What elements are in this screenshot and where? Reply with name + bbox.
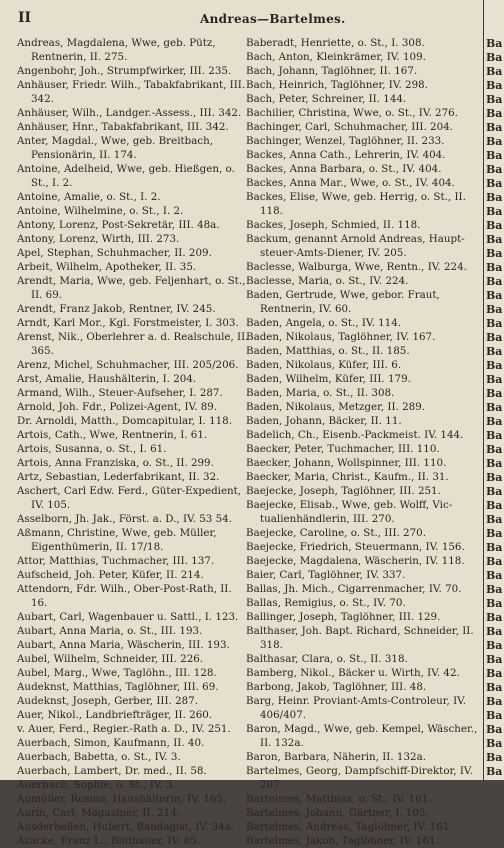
directory-entry: Bartelmes, Johann, Gärtner, I. 105. [246,807,429,819]
adjacent-page-fragment: Ba [486,401,503,414]
adjacent-page-fragment: Ba [486,233,503,246]
directory-entry: Baclesse, Walburga, Wwe, Rentn., IV. 224. [246,261,467,273]
directory-entry: Aubart, Anna Maria, o. St., III. 193. [17,625,203,637]
page-number: II [18,10,32,26]
adjacent-page-fragment: Ba [486,359,503,372]
adjacent-page-fragment: Ba [486,317,503,330]
directory-entry: Arendt, Franz Jakob, Rentner, IV. 245. [17,303,216,315]
adjacent-page-fragment: Ba [486,695,503,708]
directory-entry: Badelich, Ch., Eisenb.-Packmeist. IV. 144. [246,429,464,441]
directory-entry: Bachinger, Wenzel, Taglöhner, II. 233. [246,135,445,147]
page-header [0,0,492,34]
directory-entry: Attor, Matthias, Tuchmacher, III. 137. [17,555,215,567]
directory-entry: Bach, Anton, Kleinkrämer, IV. 109. [246,51,426,63]
directory-entry: Arbeit, Wilhelm, Apotheker, II. 35. [17,261,197,273]
adjacent-page-fragment: Ba [486,373,503,386]
directory-entry: Baejecke, Elisab., Wwe, geb. Wolff, Vic-tualienhändlerin, III. 270. [246,499,453,525]
directory-entry: Bachilier, Christina, Wwe, o. St., IV. 276. [246,107,458,119]
adjacent-page-fragment: Ba [486,65,503,78]
directory-entry: Baejecke, Joseph, Taglöhner, III. 251. [246,485,441,497]
directory-entry: Bartelmes, Andreas, Taglöhner, IV. 161. [246,821,453,833]
adjacent-page-fragment: Ba [486,429,503,442]
directory-entry: Aumüller, Rosina, Haushälterin, IV. 165. [17,793,227,805]
directory-entry: Arenz, Michel, Schuhmacher, III. 205/206. [17,359,239,371]
directory-entry: Bamberg, Nikol., Bäcker u. Wirth, IV. 42. [246,667,460,679]
directory-entry: Artois, Susanna, o. St., I. 61. [17,443,167,455]
adjacent-page-fragment: Ba [486,443,503,456]
adjacent-page-fragment: Ba [486,513,503,526]
directory-entry: Baron, Magd., Wwe, geb. Kempel, Wäscher., II. 132a. [246,723,478,749]
adjacent-page-fragment: Ba [486,289,503,302]
adjacent-page-fragment: Ba [486,261,503,274]
directory-entry: Auerbach, Babetta, o. St., IV. 3. [17,751,181,763]
directory-entry: Backes, Elise, Wwe, geb. Herrig, o. St., II. 118. [246,191,466,217]
adjacent-page-fragment: Ba [486,765,503,778]
left-column [17,36,250,848]
adjacent-page-fragment: Ba [486,163,503,176]
directory-entry: Barbong, Jakob, Taglöhner, III. 48. [246,681,427,693]
directory-entry: Apel, Stephan, Schuhmacher, II. 209. [17,247,212,259]
adjacent-page-fragment: Ba [486,723,503,736]
directory-entry: Aurin, Carl, Magaziner, II. 214. [17,807,181,819]
directory-entry: Aßmann, Christine, Wwe, geb. Müller, Eigenthümerin, II. 17/18. [17,527,217,553]
adjacent-page-fragment: Ba [486,485,503,498]
adjacent-page-fragment: Ba [486,555,503,568]
directory-entry: Audeknst, Joseph, Gerber, III. 287. [17,695,199,707]
adjacent-page-fragment: Ba [486,219,503,232]
directory-entry: Baclesse, Maria, o. St., IV. 224. [246,275,409,287]
adjacent-page-fragment: Ba [486,191,503,204]
directory-entry: Baden, Maria, o. St., II. 308. [246,387,395,399]
adjacent-page-fragment: Ba [486,93,503,106]
directory-entry: Ballas, Jh. Mich., Cigarrenmacher, IV. 70. [246,583,462,595]
directory-entry: Baden, Johann, Bäcker, II. 11. [246,415,402,427]
directory-entry: Backes, Joseph, Schmied, II. 118. [246,219,421,231]
adjacent-page-fragment: Ba [486,737,503,750]
adjacent-page-fragment: Ba [486,457,503,470]
directory-entry: Baden, Wilhelm, Küfer, III. 179. [246,373,411,385]
directory-entry: Baier, Carl, Taglöhner, IV. 337. [246,569,406,581]
adjacent-page-fragment: Ba [486,37,503,50]
adjacent-page-fragment: Ba [486,611,503,624]
directory-entry: Backes, Anna Cath., Lehrerin, IV. 404. [246,149,446,161]
adjacent-page-fragment: Ba [486,107,503,120]
directory-entry: Bachinger, Carl, Schuhmacher, III. 204. [246,121,453,133]
directory-entry: Arst, Amalie, Haushälterin, I. 204. [17,373,197,385]
directory-entry: Antony, Lorenz, Post-Sekretär, III. 48a. [17,219,220,231]
directory-entry: Backes, Anna Barbara, o. St., IV. 404. [246,163,442,175]
directory-entry: Andreas, Magdalena, Wwe, geb. Pütz, Rentnerin, II. 275. [17,37,216,63]
directory-entry: Baden, Matthias, o. St., II. 185. [246,345,410,357]
directory-entry: Auerbach, Lambert, Dr. med., II. 58. [17,765,207,777]
directory-entry: Bartelmes, Georg, Dampfschiff-Direktor, IV. 207. [246,765,473,791]
directory-entry: Baden, Angela, o. St., IV. 114. [246,317,402,329]
directory-entry: Baejecke, Magdalena, Wäscherin, IV. 118. [246,555,465,567]
adjacent-page-fragment: Ba [486,149,503,162]
directory-entry: Ballas, Remigius, o. St., IV. 70. [246,597,406,609]
adjacent-page-fragment: Ba [486,569,503,582]
directory-entry: Balthaser, Joh. Bapt. Richard, Schneider, II. 318. [246,625,474,651]
directory-entry: Auer, Nikol., Landbriefträger, II. 260. [17,709,213,721]
directory-entry: Bach, Peter, Schreiner, II. 144. [246,93,407,105]
directory-entry: Artois, Cath., Wwe, Rentnerin, I. 61. [17,429,208,441]
directory-entry: Artz, Sebastian, Lederfabrikant, II. 32. [17,471,220,483]
directory-entry: Aubel, Marg., Wwe, Taglöhn., III. 128. [17,667,217,679]
adjacent-page-fragments [484,37,502,779]
directory-entry: Ausderhellen, Hubert, Bandagist, IV. 34a. [17,821,235,833]
directory-entry: Aubart, Carl, Wagenbauer u. Sattl., I. 123. [17,611,239,623]
directory-entry: Baecker, Maria, Christ., Kaufm., II. 31. [246,471,449,483]
directory-entry: Balthasar, Clara, o. St., II. 318. [246,653,408,665]
directory-entry: Anter, Magdal., Wwe, geb. Breitbach, Pensionärin, II. 174. [17,135,214,161]
directory-entry: Backum, genannt Arnold Andreas, Haupt-steuer-Amts-Diener, IV. 205. [246,233,465,259]
adjacent-page-fragment: Ba [486,681,503,694]
adjacent-page-fragment: Ba [486,121,503,134]
directory-entry: Bach, Johann, Taglöhner, II. 167. [246,65,418,77]
adjacent-page-fragment: Ba [486,345,503,358]
directory-entry: Backes, Anna Mar., Wwe, o. St., IV. 404. [246,177,455,189]
adjacent-page-fragment: Ba [486,527,503,540]
directory-entry: Baden, Nikolaus, Küfer, III. 6. [246,359,402,371]
directory-entry: Ballinger, Joseph, Taglöhner, III. 129. [246,611,441,623]
directory-entry: Arenst, Nik., Oberlehrer a. d. Realschule, II. 365. [17,331,249,357]
adjacent-page-fragment: Ba [486,653,503,666]
directory-entry: Baberadt, Henriette, o. St., I. 308. [246,37,425,49]
directory-entry: Arendt, Maria, Wwe, geb. Feljenhart, o. St., II. 69. [17,275,246,301]
adjacent-page-fragment: Ba [486,667,503,680]
directory-entry: Aubel, Wilhelm, Schneider, III. 226. [17,653,204,665]
directory-entry: Bartelmes, Jakob, Taglöhner, IV. 161. [246,835,439,847]
running-head: Andreas—Bartelmes. [200,12,346,26]
adjacent-page-edge [483,0,504,780]
adjacent-page-fragment: Ba [486,303,503,316]
directory-entry: Baden, Gertrude, Wwe, gebor. Fraut, Rentnerin, IV. 60. [246,289,440,315]
directory-entry: Baecker, Johann, Wollspinner, III. 110. [246,457,447,469]
directory-entry: Aufscheid, Joh. Peter, Küfer, II. 214. [17,569,204,581]
adjacent-page-fragment: Ba [486,387,503,400]
directory-entry: Attendorn, Fdr. Wilh., Ober-Post-Rath, II. 16. [17,583,232,609]
adjacent-page-fragment: Ba [486,625,503,638]
directory-entry: Auerbach, Sophie, o. St., IV. 3. [17,779,176,791]
right-column [246,36,486,848]
adjacent-page-fragment: Ba [486,541,503,554]
directory-entry: Artois, Anna Franziska, o. St., II. 299. [17,457,214,469]
directory-entry: Asselborn, Jh. Jak., Först. a. D., IV. 53 54. [17,513,232,525]
directory-entry: Angenbohr, Joh., Strumpfwirker, III. 235. [17,65,232,77]
adjacent-page-fragment: Ba [486,499,503,512]
directory-entry: Aschert, Carl Edw. Ferd., Güter-Expedient, IV. 105. [17,485,242,511]
directory-entry: Bach, Heinrich, Taglöhner, IV. 298. [246,79,428,91]
directory-entry: Barg, Heinr. Proviant-Amts-Controleur, IV. 406/407. [246,695,467,721]
adjacent-page-fragment: Ba [486,331,503,344]
adjacent-page-fragment: Ba [486,247,503,260]
directory-entry: Dr. Arnoldi, Matth., Domcapitular, I. 118. [17,415,233,427]
directory-entry: Baecker, Peter, Tuchmacher, III. 110. [246,443,440,455]
directory-entry: Baron, Barbara, Näherin, II. 132a. [246,751,426,763]
adjacent-page-fragment: Ba [486,79,503,92]
adjacent-page-fragment: Ba [486,205,503,218]
directory-entry: Bartelmes, Matthias, o. St., IV. 161. [246,793,432,805]
directory-entry: Antoine, Wilhelmine, o. St., I. 2. [17,205,184,217]
directory-entry: Baejecke, Caroline, o. St., III. 270. [246,527,426,539]
directory-entry: Audeknst, Matthias, Taglöhner, III. 69. [17,681,219,693]
adjacent-page-fragment: Ba [486,415,503,428]
directory-entry: Baden, Nikolaus, Metzger, II. 289. [246,401,426,413]
directory-entry: Baden, Nikolaus, Taglöhner, IV. 167. [246,331,436,343]
adjacent-page-fragment: Ba [486,471,503,484]
adjacent-page-fragment: Ba [486,275,503,288]
adjacent-page-fragment: Ba [486,751,503,764]
adjacent-page-fragment: Ba [486,709,503,722]
directory-entry: Armand, Wilh., Steuer-Aufseher, I. 287. [17,387,223,399]
adjacent-page-fragment: Ba [486,639,503,652]
directory-entry: Anhäuser, Wilh., Landger.-Assess., III. 342. [17,107,242,119]
directory-entry: Auerbach, Simon, Kaufmann, II. 40. [17,737,205,749]
directory-entry: Arndt, Karl Mor., Kgl. Forstmeister, I. 303. [17,317,239,329]
directory-entry: Azacke, Franz L., Bildhauer, IV. 85. [17,835,201,847]
adjacent-page-fragment: Ba [486,51,503,64]
directory-entry: v. Auer, Ferd., Regier.-Rath a. D., IV. 251. [17,723,231,735]
directory-entry: Anhäuser, Hnr., Tabakfabrikant, III. 342. [17,121,229,133]
directory-entry: Anhäuser, Friedr. Wilh., Tabakfabrikant, III. 342. [17,79,246,105]
adjacent-page-fragment: Ba [486,177,503,190]
adjacent-page-fragment: Ba [486,597,503,610]
adjacent-page-fragment: Ba [486,135,503,148]
directory-entry: Baejecke, Friedrich, Steuermann, IV. 156. [246,541,465,553]
directory-entry: Antoine, Adelheid, Wwe, geb. Hießgen, o. St., I. 2. [17,163,235,189]
adjacent-page-fragment: Ba [486,583,503,596]
directory-entry: Arnold, Joh. Fdr., Polizei-Agent, IV. 89. [17,401,218,413]
directory-entry: Aubart, Anna Maria, Wäscherin, III. 193. [17,639,230,651]
directory-entry: Antony, Lorenz, Wirth, III. 273. [17,233,180,245]
directory-entry: Antoine, Amalie, o. St., I. 2. [17,191,161,203]
